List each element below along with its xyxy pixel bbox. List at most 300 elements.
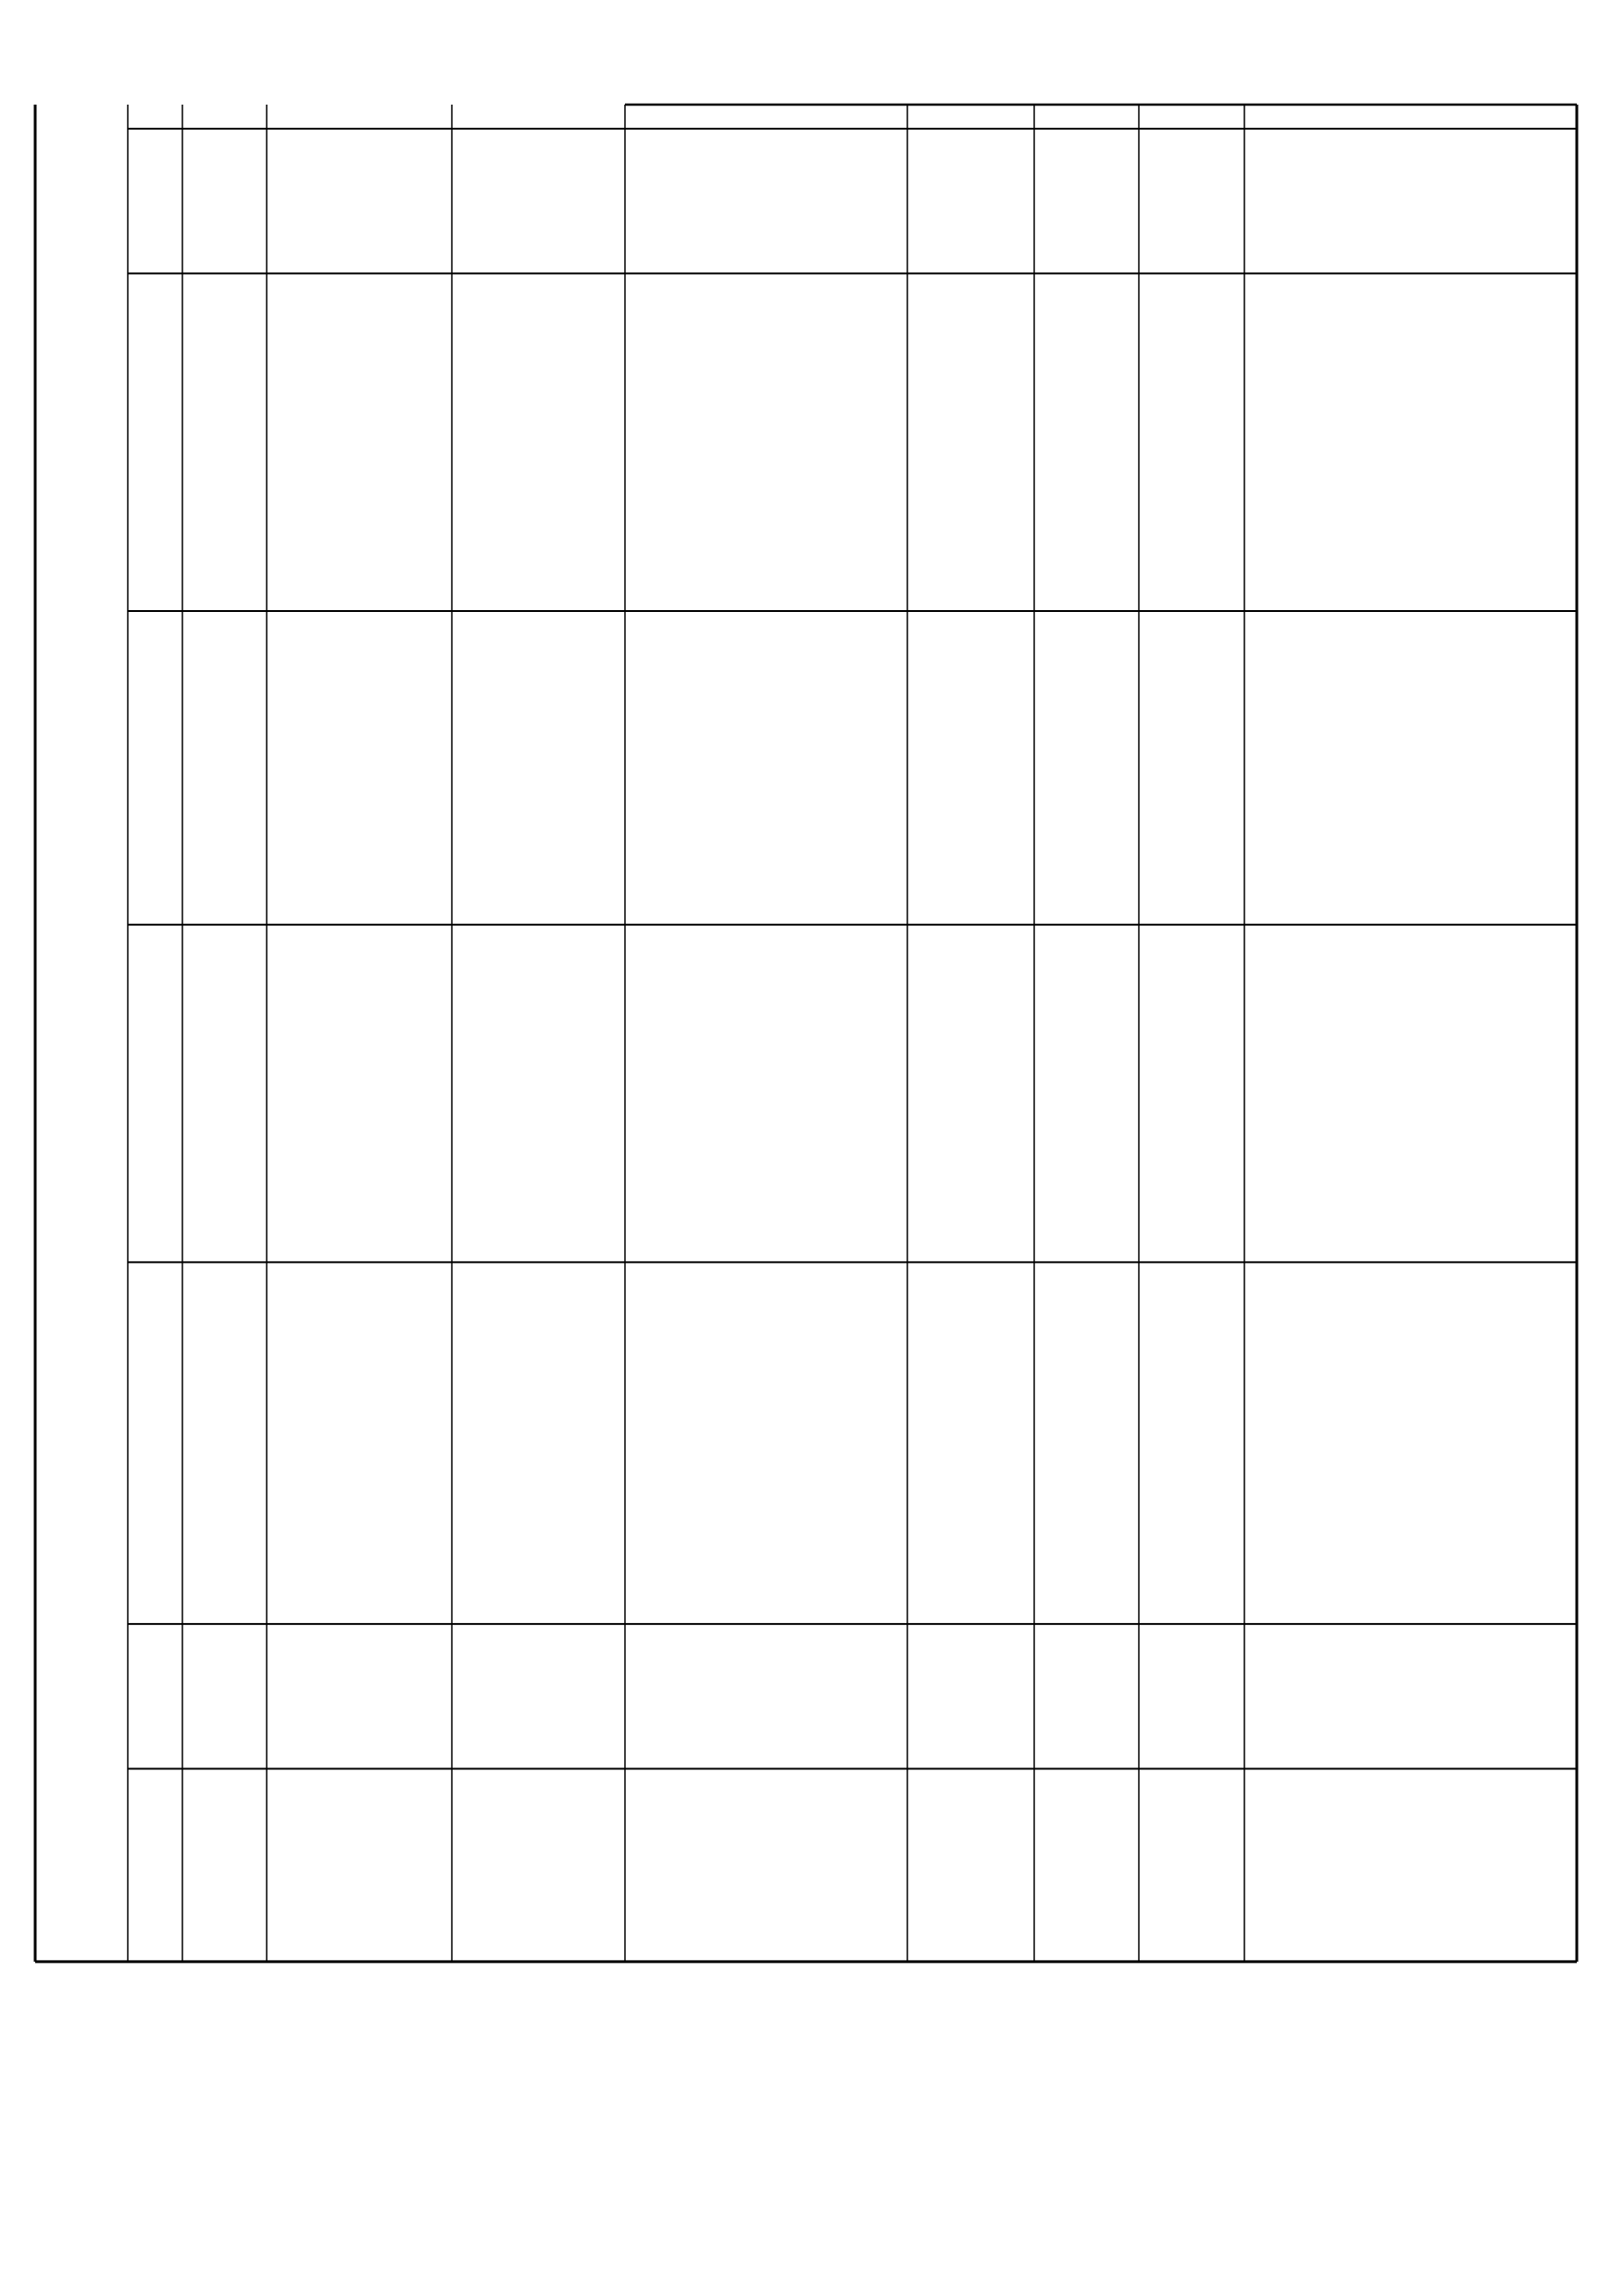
second-semester-score <box>1139 1576 1244 1600</box>
subject-average-score <box>907 1504 1034 1528</box>
second-semester-score <box>1139 659 1244 683</box>
subject-name <box>629 1407 897 1431</box>
subject-average-score <box>907 1720 1034 1744</box>
second-semester-score <box>1139 1720 1244 1744</box>
subject-name <box>629 1672 897 1696</box>
subject-name <box>629 225 897 249</box>
subject-name <box>629 1648 897 1672</box>
first-semester-score <box>1034 1431 1139 1455</box>
first-semester-score <box>1034 635 1139 659</box>
second-semester-score <box>1139 949 1244 973</box>
student-name <box>182 755 267 780</box>
second-semester-score <box>1139 515 1244 539</box>
second-semester-score <box>1139 683 1244 707</box>
subject-average-score <box>907 1624 1034 1648</box>
subject-name <box>629 635 897 659</box>
subject-name <box>629 321 897 345</box>
subject-average-score <box>907 443 1034 467</box>
student-name <box>182 1684 267 1708</box>
second-semester-score <box>1139 201 1244 225</box>
failed-course-names <box>1248 1190 1578 1214</box>
first-semester-score <box>1034 1021 1139 1045</box>
second-semester-score <box>1139 1045 1244 1069</box>
first-semester-score <box>1034 949 1139 973</box>
subject-average-score <box>907 1744 1034 1768</box>
second-semester-score <box>1139 1407 1244 1431</box>
subject-average-score <box>907 249 1034 273</box>
subject-name <box>629 1600 897 1624</box>
failed-course-names <box>1248 780 1578 804</box>
second-semester-score <box>1139 1768 1244 1792</box>
subject-average-score <box>907 635 1034 659</box>
subject-name <box>629 153 897 177</box>
second-semester-score <box>1139 1552 1244 1576</box>
first-semester-score <box>1034 1190 1139 1214</box>
subject-name <box>629 1841 897 1866</box>
second-semester-score <box>1139 707 1244 731</box>
second-semester-score <box>1139 611 1244 635</box>
subject-average-score <box>907 804 1034 828</box>
student-seat-number <box>128 755 182 780</box>
subject-average-score <box>907 1021 1034 1045</box>
failed-course-names <box>1248 1914 1578 1938</box>
second-semester-score <box>1139 563 1244 587</box>
subject-name <box>629 1817 897 1841</box>
second-semester-score <box>1139 755 1244 780</box>
subject-average-score <box>907 829 1034 853</box>
first-semester-score <box>1034 1890 1139 1914</box>
failed-course-names <box>1248 1504 1578 1528</box>
first-semester-score <box>1034 1407 1139 1431</box>
subject-average-score <box>907 1069 1034 1093</box>
subject-average-score <box>907 997 1034 1021</box>
subject-name <box>629 1552 897 1576</box>
subject-average-score <box>907 901 1034 925</box>
subject-name <box>629 1383 897 1407</box>
subject-name <box>629 659 897 683</box>
subject-average-score <box>907 1841 1034 1866</box>
student-seat-number <box>128 1684 182 1708</box>
second-semester-score <box>1139 853 1244 877</box>
failed-course-names <box>1248 515 1578 539</box>
failed-course-names <box>1248 949 1578 973</box>
subject-average-score <box>907 1407 1034 1431</box>
student-average <box>267 755 452 780</box>
second-semester-score <box>1139 1238 1244 1262</box>
failed-course-names <box>1248 153 1578 177</box>
first-semester-score <box>1034 1479 1139 1504</box>
first-semester-score <box>1034 1793 1139 1817</box>
first-semester-score <box>1034 587 1139 611</box>
first-semester-score <box>1034 394 1139 418</box>
second-semester-score <box>1139 105 1244 129</box>
subject-name <box>629 177 897 201</box>
subject-name <box>629 129 897 153</box>
failed-course-names <box>1248 925 1578 949</box>
failed-course-names <box>1248 1455 1578 1479</box>
subject-name <box>629 1744 897 1768</box>
subject-average-score <box>907 1286 1034 1310</box>
subject-average-score <box>907 273 1034 297</box>
first-semester-score <box>1034 153 1139 177</box>
first-semester-score <box>1034 853 1139 877</box>
student-name <box>182 430 267 455</box>
second-semester-score <box>1139 1093 1244 1117</box>
first-semester-score <box>1034 1238 1139 1262</box>
subject-name <box>629 1866 897 1890</box>
subject-name <box>629 1214 897 1238</box>
failed-course-names <box>1248 973 1578 997</box>
subject-average-score <box>907 394 1034 418</box>
subject-average-score <box>907 1672 1034 1696</box>
student-average <box>267 430 452 455</box>
subject-average-score <box>907 346 1034 370</box>
subject-name <box>629 273 897 297</box>
second-semester-score <box>1139 539 1244 563</box>
first-semester-score <box>1034 611 1139 635</box>
first-semester-score <box>1034 1696 1139 1720</box>
subject-average-score <box>907 1045 1034 1069</box>
first-semester-score <box>1034 1093 1139 1117</box>
failed-course-names <box>1248 1045 1578 1069</box>
subject-name <box>629 1069 897 1093</box>
subject-average-score <box>907 1528 1034 1552</box>
second-semester-score <box>1139 1504 1244 1528</box>
student-average <box>267 105 452 129</box>
first-semester-score <box>1034 1600 1139 1624</box>
second-semester-score <box>1139 1166 1244 1190</box>
failed-course-names <box>1248 1214 1578 1238</box>
subject-name <box>629 949 897 973</box>
failed-course-names <box>1248 1744 1578 1768</box>
first-semester-score <box>1034 105 1139 129</box>
failed-course-names <box>1248 997 1578 1021</box>
first-semester-score <box>1034 1262 1139 1286</box>
second-semester-score <box>1139 925 1244 949</box>
failed-course-names <box>1248 1648 1578 1672</box>
second-semester-score <box>1139 1648 1244 1672</box>
failed-course-names <box>1248 1672 1578 1696</box>
subject-name <box>629 539 897 563</box>
first-semester-score <box>1034 491 1139 515</box>
first-semester-score <box>1034 1528 1139 1552</box>
failed-course-names <box>1248 853 1578 877</box>
second-semester-score <box>1139 973 1244 997</box>
subject-average-score <box>907 1768 1034 1792</box>
failed-course-names <box>1248 467 1578 491</box>
second-semester-score <box>1139 321 1244 345</box>
first-semester-score <box>1034 1720 1139 1744</box>
subject-average-score <box>907 1479 1034 1504</box>
second-semester-score <box>1139 1455 1244 1479</box>
second-semester-score <box>1139 1672 1244 1696</box>
first-semester-score <box>1034 1624 1139 1648</box>
second-semester-score <box>1139 829 1244 853</box>
failed-course-names <box>1248 659 1578 683</box>
first-semester-score <box>1034 1142 1139 1166</box>
failed-course-names <box>1248 370 1578 394</box>
subject-average-score <box>907 1793 1034 1817</box>
first-semester-score <box>1034 1214 1139 1238</box>
failed-course-names <box>1248 1238 1578 1262</box>
subject-name <box>629 1262 897 1286</box>
failed-course-names <box>1248 321 1578 345</box>
first-semester-score <box>1034 443 1139 467</box>
student-name <box>182 1431 267 1455</box>
failed-course-names <box>1248 346 1578 370</box>
subject-average-score <box>907 780 1034 804</box>
failed-course-names <box>1248 1600 1578 1624</box>
failed-course-names <box>1248 1720 1578 1744</box>
second-semester-score <box>1139 1866 1244 1890</box>
first-semester-score <box>1034 1938 1139 1962</box>
failed-course-names <box>1248 804 1578 828</box>
subject-average-score <box>907 370 1034 394</box>
subject-average-score <box>907 1431 1034 1455</box>
subject-name <box>629 1335 897 1359</box>
subject-average-score <box>907 1576 1034 1600</box>
subject-name <box>629 1359 897 1383</box>
failed-course-names <box>1248 877 1578 901</box>
second-semester-score <box>1139 997 1244 1021</box>
first-semester-score <box>1034 925 1139 949</box>
subject-average-score <box>907 1383 1034 1407</box>
failed-course-names <box>1248 611 1578 635</box>
subject-name <box>629 346 897 370</box>
first-semester-score <box>1034 1069 1139 1093</box>
subject-average-score <box>907 1214 1034 1238</box>
subject-average-score <box>907 467 1034 491</box>
failed-course-names <box>1248 273 1578 297</box>
first-semester-score <box>1034 877 1139 901</box>
failed-course-names <box>1248 1359 1578 1383</box>
first-semester-score <box>1034 901 1139 925</box>
first-semester-score <box>1034 829 1139 853</box>
first-semester-score <box>1034 1576 1139 1600</box>
failed-course-names <box>1248 1142 1578 1166</box>
second-semester-score <box>1139 804 1244 828</box>
first-semester-score <box>1034 177 1139 201</box>
subject-average-score <box>907 1190 1034 1214</box>
failed-course-names <box>1248 1479 1578 1504</box>
second-semester-score <box>1139 1696 1244 1720</box>
subject-name <box>629 1914 897 1938</box>
first-semester-score <box>1034 273 1139 297</box>
second-semester-score <box>1139 1431 1244 1455</box>
subject-average-score <box>907 321 1034 345</box>
subject-name <box>629 1696 897 1720</box>
first-semester-score <box>1034 515 1139 539</box>
first-semester-score <box>1034 1117 1139 1142</box>
failed-course-names <box>1248 539 1578 563</box>
subject-name <box>629 297 897 321</box>
subject-average-score <box>907 418 1034 443</box>
first-semester-score <box>1034 129 1139 153</box>
subject-average-score <box>907 925 1034 949</box>
subject-name <box>629 1166 897 1190</box>
failed-course-names <box>1248 901 1578 925</box>
first-semester-score <box>1034 1768 1139 1792</box>
failed-course-names <box>1248 1841 1578 1866</box>
subject-average-score <box>907 1238 1034 1262</box>
second-semester-score <box>1139 370 1244 394</box>
subject-name <box>629 1117 897 1142</box>
subject-average-score <box>907 707 1034 731</box>
subject-name <box>629 201 897 225</box>
second-semester-score <box>1139 587 1244 611</box>
first-semester-score <box>1034 1914 1139 1938</box>
failed-course-names <box>1248 1093 1578 1117</box>
failed-course-names <box>1248 1407 1578 1431</box>
first-semester-score <box>1034 563 1139 587</box>
first-semester-score <box>1034 321 1139 345</box>
subject-name <box>629 707 897 731</box>
first-semester-score <box>1034 1045 1139 1069</box>
first-semester-score <box>1034 1335 1139 1359</box>
subject-name <box>629 443 897 467</box>
first-semester-score <box>1034 659 1139 683</box>
first-semester-score <box>1034 683 1139 707</box>
failed-course-names <box>1248 1166 1578 1190</box>
student-seat-number <box>128 430 182 455</box>
failed-course-names <box>1248 731 1578 755</box>
first-semester-score <box>1034 370 1139 394</box>
failed-course-names <box>1248 1311 1578 1335</box>
first-semester-score <box>1034 1648 1139 1672</box>
subject-name <box>629 370 897 394</box>
failed-course-names <box>1248 1431 1578 1455</box>
first-semester-score <box>1034 780 1139 804</box>
second-semester-score <box>1139 153 1244 177</box>
failed-course-names <box>1248 1069 1578 1093</box>
second-semester-score <box>1139 1890 1244 1914</box>
second-semester-score <box>1139 780 1244 804</box>
second-semester-score <box>1139 297 1244 321</box>
second-semester-score <box>1139 1214 1244 1238</box>
second-semester-score <box>1139 877 1244 901</box>
second-semester-score <box>1139 177 1244 201</box>
subject-average-score <box>907 587 1034 611</box>
subject-name <box>629 1528 897 1552</box>
subject-average-score <box>907 659 1034 683</box>
second-semester-score <box>1139 1142 1244 1166</box>
failed-course-names <box>1248 635 1578 659</box>
subject-average-score <box>907 1166 1034 1190</box>
subject-average-score <box>907 1311 1034 1335</box>
student-name <box>182 1081 267 1105</box>
failed-course-names <box>1248 755 1578 780</box>
subject-name <box>629 1504 897 1528</box>
failed-course-names <box>1248 105 1578 129</box>
subject-average-score <box>907 683 1034 707</box>
subject-name <box>629 563 897 587</box>
first-semester-score <box>1034 346 1139 370</box>
subject-average-score <box>907 1866 1034 1890</box>
first-semester-score <box>1034 1311 1139 1335</box>
subject-average-score <box>907 201 1034 225</box>
subject-average-score <box>907 731 1034 755</box>
second-semester-score <box>1139 394 1244 418</box>
failed-course-names <box>1248 297 1578 321</box>
subject-name <box>629 1890 897 1914</box>
second-semester-score <box>1139 901 1244 925</box>
student-average <box>267 189 452 213</box>
subject-average-score <box>907 877 1034 901</box>
failed-course-names <box>1248 1262 1578 1286</box>
subject-name <box>629 249 897 273</box>
subject-name <box>629 1045 897 1069</box>
first-semester-score <box>1034 731 1139 755</box>
subject-name <box>629 997 897 1021</box>
subject-name <box>629 491 897 515</box>
subject-average-score <box>907 755 1034 780</box>
student-average <box>267 1853 452 1878</box>
second-semester-score <box>1139 443 1244 467</box>
student-average <box>267 1684 452 1708</box>
subject-average-score <box>907 1696 1034 1720</box>
first-semester-score <box>1034 418 1139 443</box>
subject-name <box>629 105 897 129</box>
first-semester-score <box>1034 1866 1139 1890</box>
subject-average-score <box>907 1359 1034 1383</box>
subject-name <box>629 925 897 949</box>
subject-average-score <box>907 1817 1034 1841</box>
subject-average-score <box>907 973 1034 997</box>
failed-course-names <box>1248 1286 1578 1310</box>
failed-course-names <box>1248 418 1578 443</box>
failed-course-names <box>1248 1696 1578 1720</box>
first-semester-score <box>1034 1359 1139 1383</box>
subject-name <box>629 755 897 780</box>
subject-name <box>629 1286 897 1310</box>
subject-name <box>629 731 897 755</box>
failed-course-names <box>1248 1117 1578 1142</box>
subject-average-score <box>907 129 1034 153</box>
subject-name <box>629 1093 897 1117</box>
subject-average-score <box>907 105 1034 129</box>
student-name <box>182 105 267 129</box>
second-semester-score <box>1139 731 1244 755</box>
subject-name <box>629 804 897 828</box>
subject-name <box>629 829 897 853</box>
failed-course-names <box>1248 1552 1578 1576</box>
second-semester-score <box>1139 1744 1244 1768</box>
second-semester-score <box>1139 1021 1244 1045</box>
failed-course-names <box>1248 1335 1578 1359</box>
second-semester-score <box>1139 1190 1244 1214</box>
student-seat-number <box>128 1853 182 1878</box>
subject-name <box>629 1238 897 1262</box>
subject-name <box>629 515 897 539</box>
first-semester-score <box>1034 1166 1139 1190</box>
first-semester-score <box>1034 707 1139 731</box>
failed-course-names <box>1248 443 1578 467</box>
second-semester-score <box>1139 467 1244 491</box>
second-semester-score <box>1139 225 1244 249</box>
failed-course-names <box>1248 829 1578 853</box>
failed-course-names <box>1248 225 1578 249</box>
subject-average-score <box>907 1093 1034 1117</box>
failed-course-names <box>1248 587 1578 611</box>
first-semester-score <box>1034 1455 1139 1479</box>
student-average <box>267 1081 452 1105</box>
second-semester-score <box>1139 1793 1244 1817</box>
subject-average-score <box>907 1552 1034 1576</box>
subject-average-score <box>907 297 1034 321</box>
second-semester-score <box>1139 1069 1244 1093</box>
second-semester-score <box>1139 249 1244 273</box>
subject-average-score <box>907 1117 1034 1142</box>
